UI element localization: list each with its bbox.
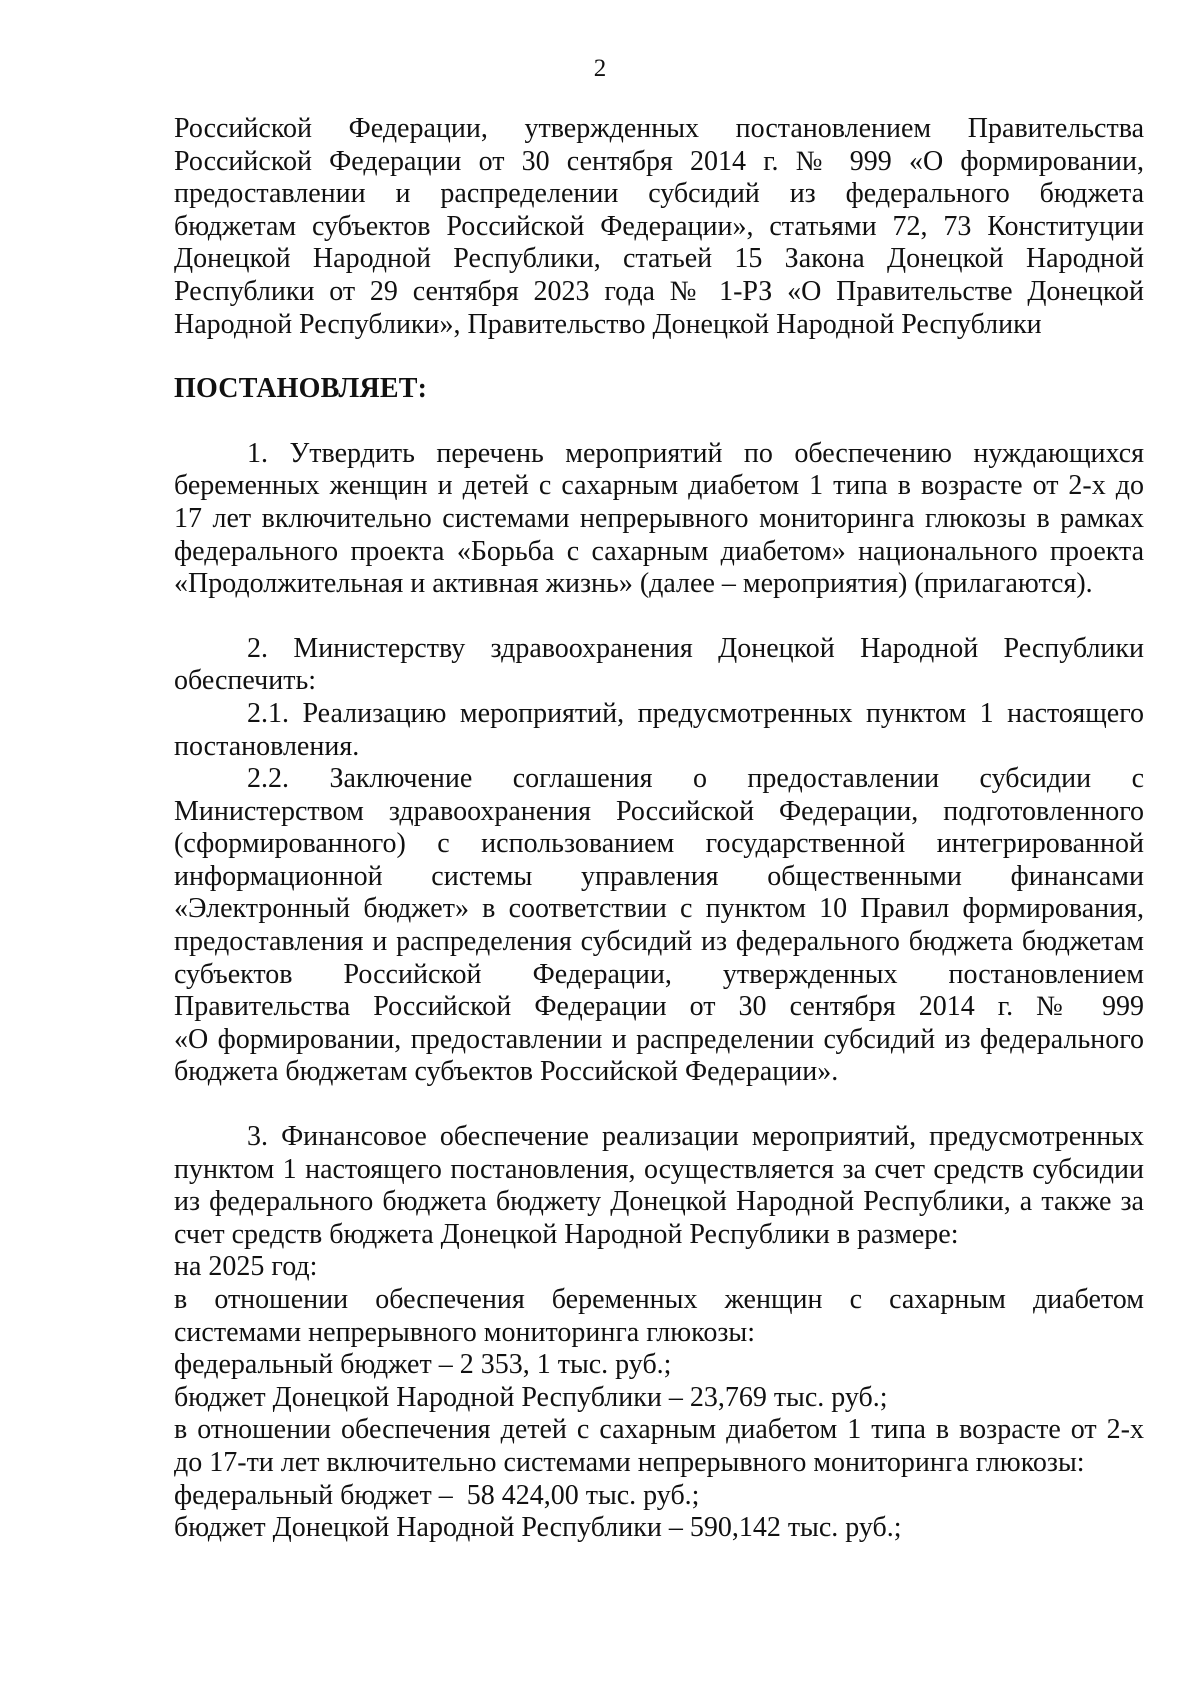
text-line: федеральный бюджет – 58 424,00 тыс. руб.; [174, 1479, 700, 1511]
text-line: «Электронный бюджет» в соответствии с пунктом 10 Правил формирования, [174, 893, 1144, 925]
text-line: счет средств бюджета Донецкой Народной Республики в размере: [174, 1218, 959, 1250]
text-line: Правительства Российской Федерации от 30 сентября 2014 г. № 999 [174, 991, 1144, 1023]
text-line: до 17-ти лет включительно системами непрерывного мониторинга глюкозы: [174, 1446, 1085, 1478]
text-line: Народной Республики», Правительство Донецкой Народной Республики [174, 308, 1042, 340]
text-line: 3. Финансовое обеспечение реализации мероприятий, предусмотренных [247, 1121, 1144, 1153]
text-line: постановления. [174, 730, 360, 762]
text-line: бюджет Донецкой Народной Республики – 590,142 тыс. руб.; [174, 1512, 902, 1544]
text-line: Российской Федерации, утвержденных постановлением Правительства [174, 113, 1144, 144]
paragraph-gap [174, 601, 1144, 633]
text-line: обеспечить: [174, 665, 316, 697]
text-line: из федерального бюджета бюджету Донецкой Народной Республики, а также за [174, 1186, 1144, 1218]
text-line: предоставления и распределения субсидий из федерального бюджета бюджетам [174, 926, 1144, 958]
text-line: 1. Утвердить перечень мероприятий по обеспечению нуждающихся [247, 437, 1144, 469]
item-2-paragraph [174, 633, 1144, 1089]
text-line: в отношении обеспечения детей с сахарным диабетом 1 типа в возрасте от 2-х [174, 1414, 1144, 1446]
text-line: федеральный бюджет – 2 353, 1 тыс. руб.; [174, 1349, 672, 1381]
text-line: (сформированного) с использованием государственной интегрированной [174, 828, 1144, 860]
text-line: в отношении обеспечения беременных женщин с сахарным диабетом [174, 1284, 1144, 1315]
text-line: 2. Министерству здравоохранения Донецкой Народной Республики [247, 632, 1144, 664]
text-line: бюджетам субъектов Российской Федерации», статьями 72, 73 Конституции [174, 210, 1144, 242]
text-line: Донецкой Народной Республики, статьей 15 Закона Донецкой Народной [174, 243, 1144, 275]
text-line: 2.2. Заключение соглашения о предоставлении субсидии с [247, 763, 1144, 795]
intro-paragraph [174, 113, 1144, 341]
text-line: системами непрерывного мониторинга глюкозы: [174, 1316, 756, 1348]
text-line: беременных женщин и детей с сахарным диабетом 1 типа в возрасте от 2-х до [174, 470, 1144, 502]
document-body [174, 113, 1144, 1545]
text-line: Министерством здравоохранения Российской Федерации, подготовленного [174, 795, 1144, 827]
paragraph-gap [174, 1089, 1144, 1121]
item-3-paragraph [174, 1121, 1144, 1545]
text-line: на 2025 год: [174, 1251, 318, 1283]
resolution-heading: ПОСТАНОВЛЯЕТ: [174, 373, 428, 405]
item-1-paragraph [174, 438, 1144, 601]
text-line: 17 лет включительно системами непрерывного мониторинга глюкозы в рамках [174, 502, 1144, 534]
text-line: Республики от 29 сентября 2023 года № 1-РЗ «О Правительстве Донецкой [174, 275, 1144, 307]
page-number: 2 [593, 55, 607, 82]
text-line: информационной системы управления общественными финансами [174, 860, 1144, 892]
text-line: бюджет Донецкой Народной Республики – 23,769 тыс. руб.; [174, 1381, 888, 1413]
text-line: федерального проекта «Борьба с сахарным диабетом» национального проекта [174, 535, 1144, 567]
text-line: 2.1. Реализацию мероприятий, предусмотренных пунктом 1 настоящего [247, 697, 1144, 729]
text-line: бюджета бюджетам субъектов Российской Федерации». [174, 1056, 839, 1088]
text-line: «Продолжительная и активная жизнь» (далее – мероприятия) (прилагаются). [174, 568, 1093, 600]
text-line: субъектов Российской Федерации, утвержденных постановлением [174, 958, 1144, 990]
text-line: Российской Федерации от 30 сентября 2014 г. № 999 «О формировании, [174, 145, 1144, 177]
text-line: предоставлении и распределении субсидий из федерального бюджета [174, 178, 1144, 210]
text-line: пунктом 1 настоящего постановления, осуществляется за счет средств субсидии [174, 1153, 1144, 1185]
text-line: «О формировании, предоставлении и распределении субсидий из федерального [174, 1023, 1144, 1055]
